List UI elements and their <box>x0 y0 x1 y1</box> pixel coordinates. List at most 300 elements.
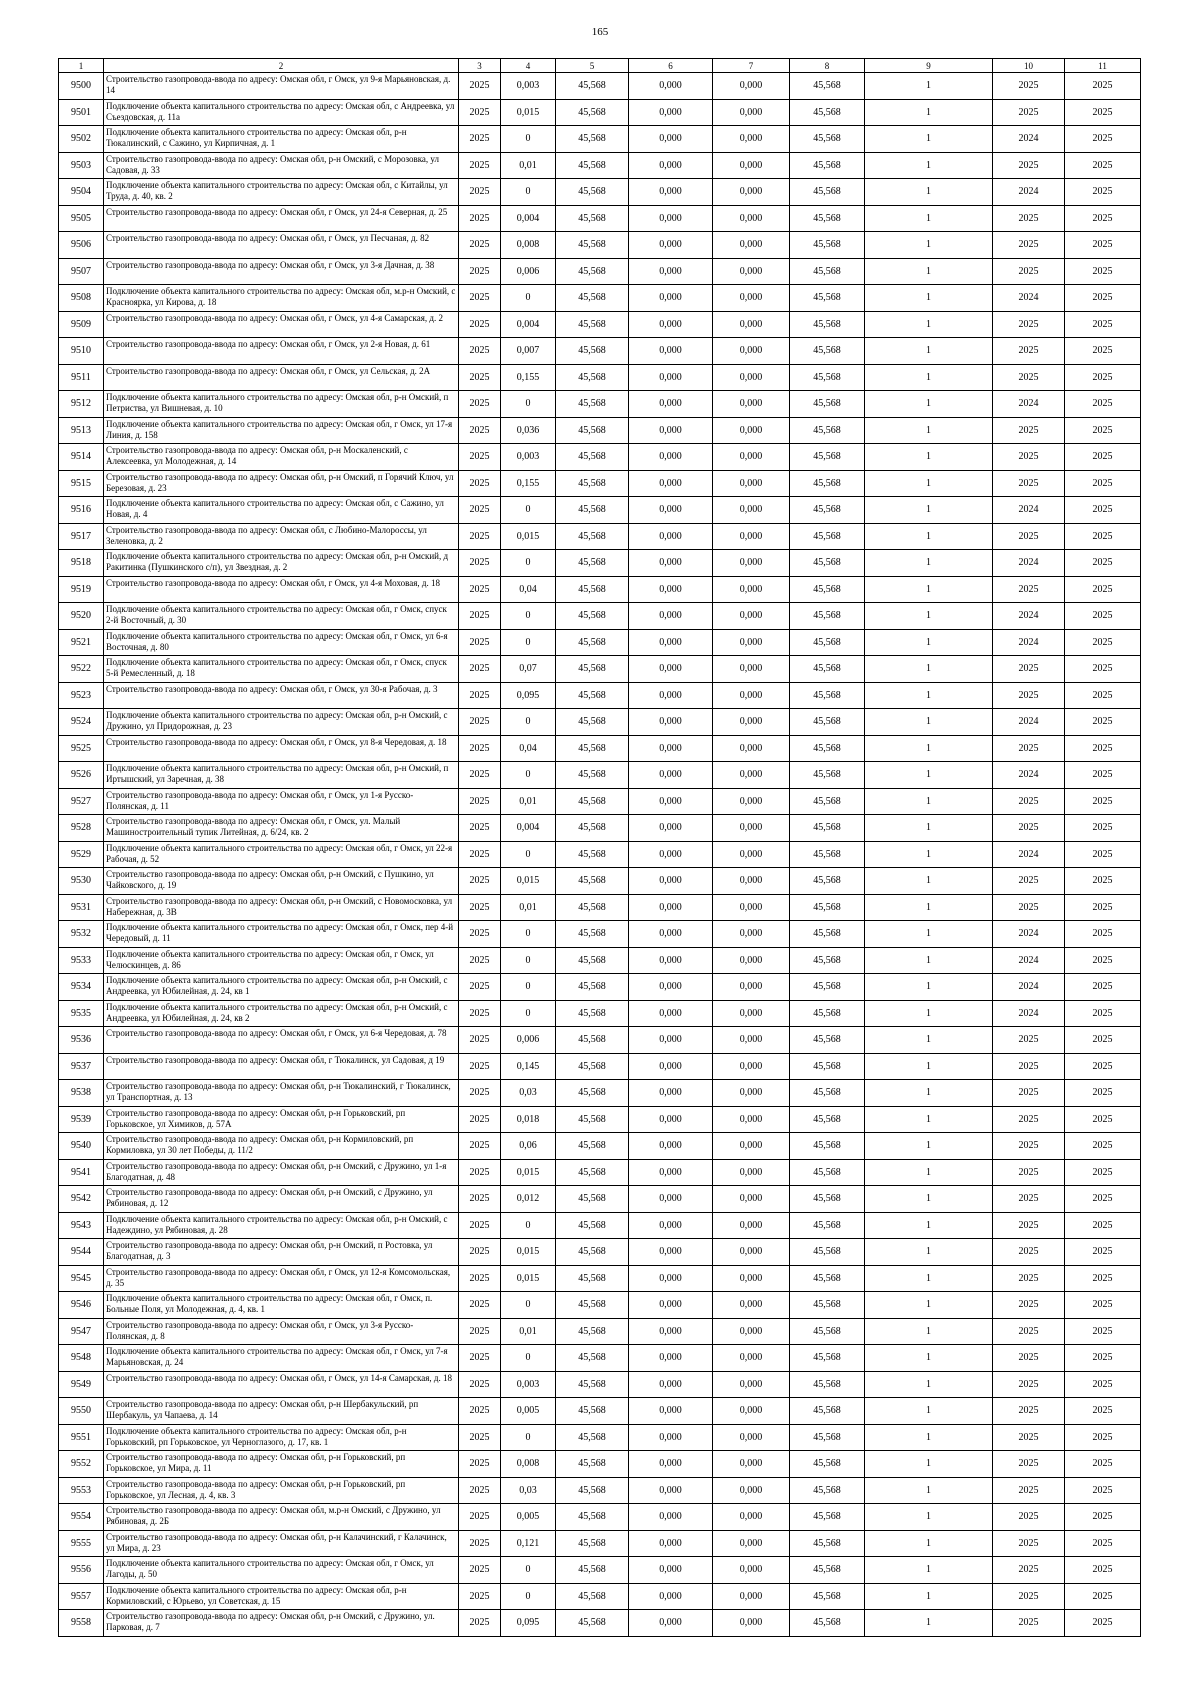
col-7-value: 0,000 <box>713 470 790 497</box>
col-10-year: 2024 <box>993 921 1065 948</box>
col-11-year: 2025 <box>1065 311 1141 338</box>
col-10-year: 2025 <box>993 868 1065 895</box>
col-9-count: 1 <box>865 788 993 815</box>
table-row <box>59 576 1141 603</box>
col-10-year: 2025 <box>993 1239 1065 1266</box>
col-7-value: 0,000 <box>713 1106 790 1133</box>
col-10-year: 2025 <box>993 576 1065 603</box>
col-6-value: 0,000 <box>629 1027 713 1054</box>
row-number: 9547 <box>59 1318 104 1345</box>
col-8-value: 45,568 <box>790 444 865 471</box>
col-11-year: 2025 <box>1065 682 1141 709</box>
col-7-value: 0,000 <box>713 1424 790 1451</box>
col-7-value: 0,000 <box>713 417 790 444</box>
col-9-count: 1 <box>865 1504 993 1531</box>
table-row <box>59 444 1141 471</box>
table-row <box>59 1053 1141 1080</box>
table-row <box>59 1080 1141 1107</box>
object-description: Подключение объекта капитального строительства по адресу: Омская обл, г Омск, спуск 2-й Восточный, д. 30 <box>104 603 459 630</box>
col-11-year: 2025 <box>1065 576 1141 603</box>
col-4-value: 0,007 <box>501 338 556 365</box>
col-11-year: 2025 <box>1065 179 1141 206</box>
row-number: 9510 <box>59 338 104 365</box>
col-8-value: 45,568 <box>790 391 865 418</box>
row-number: 9516 <box>59 497 104 524</box>
col-11-year: 2025 <box>1065 815 1141 842</box>
col-9-count: 1 <box>865 1212 993 1239</box>
table-row <box>59 179 1141 206</box>
col-5-value: 45,568 <box>556 1424 629 1451</box>
col-9-count: 1 <box>865 1080 993 1107</box>
col-9-count: 1 <box>865 338 993 365</box>
col-9-count: 1 <box>865 1106 993 1133</box>
col-11-year: 2025 <box>1065 1398 1141 1425</box>
col-6-value: 0,000 <box>629 417 713 444</box>
col-8-value: 45,568 <box>790 1186 865 1213</box>
col-8-value: 45,568 <box>790 629 865 656</box>
col-11-year: 2025 <box>1065 232 1141 259</box>
col-6-value: 0,000 <box>629 99 713 126</box>
col-5-value: 45,568 <box>556 1583 629 1610</box>
col-7-value: 0,000 <box>713 1504 790 1531</box>
object-description: Строительство газопровода-ввода по адресу: Омская обл, р-н Шербакульский, рп Шербакуль, ул Чапаева, д. 14 <box>104 1398 459 1425</box>
col-5-value: 45,568 <box>556 497 629 524</box>
col-6-value: 0,000 <box>629 656 713 683</box>
col-7-value: 0,000 <box>713 1610 790 1637</box>
row-number: 9500 <box>59 73 104 100</box>
col-9-count: 1 <box>865 894 993 921</box>
col-4-value: 0 <box>501 762 556 789</box>
col-9-count: 1 <box>865 1424 993 1451</box>
object-description: Строительство газопровода-ввода по адресу: Омская обл, р-н Горьковский, рп Горьковское, ул Лесная, д. 4, кв. 3 <box>104 1477 459 1504</box>
col-5-value: 45,568 <box>556 1557 629 1584</box>
col-9-count: 1 <box>865 311 993 338</box>
col-7-value: 0,000 <box>713 1027 790 1054</box>
column-header-2: 2 <box>104 59 459 73</box>
col-5-value: 45,568 <box>556 1530 629 1557</box>
col-5-value: 45,568 <box>556 550 629 577</box>
col-4-value: 0,01 <box>501 1318 556 1345</box>
col-8-value: 45,568 <box>790 1000 865 1027</box>
col-11-year: 2025 <box>1065 152 1141 179</box>
col-11-year: 2025 <box>1065 1159 1141 1186</box>
col-10-year: 2025 <box>993 1504 1065 1531</box>
col-6-value: 0,000 <box>629 285 713 312</box>
col-8-value: 45,568 <box>790 894 865 921</box>
row-number: 9505 <box>59 205 104 232</box>
col-7-value: 0,000 <box>713 99 790 126</box>
col-7-value: 0,000 <box>713 205 790 232</box>
col-6-value: 0,000 <box>629 523 713 550</box>
table-row <box>59 1186 1141 1213</box>
object-description: Подключение объекта капитального строительства по адресу: Омская обл, р-н Омский, с Дружино, ул Придорожная, д. 23 <box>104 709 459 736</box>
table-row <box>59 656 1141 683</box>
col-11-year: 2025 <box>1065 788 1141 815</box>
col-6-value: 0,000 <box>629 444 713 471</box>
col-6-value: 0,000 <box>629 73 713 100</box>
col-3-year: 2025 <box>459 603 501 630</box>
col-7-value: 0,000 <box>713 550 790 577</box>
col-4-value: 0,06 <box>501 1133 556 1160</box>
object-description: Строительство газопровода-ввода по адресу: Омская обл, г Омск, ул 9-я Марьяновская, д. 14 <box>104 73 459 100</box>
col-4-value: 0,012 <box>501 1186 556 1213</box>
col-10-year: 2024 <box>993 762 1065 789</box>
object-description: Строительство газопровода-ввода по адресу: Омская обл, г Омск, ул 4-я Моховая, д. 18 <box>104 576 459 603</box>
col-6-value: 0,000 <box>629 497 713 524</box>
col-6-value: 0,000 <box>629 232 713 259</box>
col-11-year: 2025 <box>1065 99 1141 126</box>
col-6-value: 0,000 <box>629 152 713 179</box>
col-4-value: 0,015 <box>501 868 556 895</box>
col-6-value: 0,000 <box>629 1292 713 1319</box>
col-11-year: 2025 <box>1065 1080 1141 1107</box>
object-description: Строительство газопровода-ввода по адресу: Омская обл, г Омск, ул 14-я Самарская, д. 18 <box>104 1371 459 1398</box>
col-11-year: 2025 <box>1065 656 1141 683</box>
column-header-7: 7 <box>713 59 790 73</box>
col-4-value: 0,036 <box>501 417 556 444</box>
col-11-year: 2025 <box>1065 1610 1141 1637</box>
col-3-year: 2025 <box>459 1265 501 1292</box>
object-description: Подключение объекта капитального строительства по адресу: Омская обл, р-н Омский, д Ракитинка (Пушкинского с/п), ул Звездная, д. 2 <box>104 550 459 577</box>
col-7-value: 0,000 <box>713 1345 790 1372</box>
col-6-value: 0,000 <box>629 1530 713 1557</box>
col-10-year: 2025 <box>993 1159 1065 1186</box>
col-4-value: 0 <box>501 974 556 1001</box>
col-10-year: 2025 <box>993 1027 1065 1054</box>
col-8-value: 45,568 <box>790 550 865 577</box>
col-8-value: 45,568 <box>790 1583 865 1610</box>
col-6-value: 0,000 <box>629 1133 713 1160</box>
table-row <box>59 391 1141 418</box>
col-9-count: 1 <box>865 1583 993 1610</box>
object-description: Подключение объекта капитального строительства по адресу: Омская обл, р-н Кормиловский, с Юрьево, ул Советская, д. 15 <box>104 1583 459 1610</box>
object-description: Строительство газопровода-ввода по адресу: Омская обл, р-н Тюкалинский, г Тюкалинск, ул Транспортная, д. 13 <box>104 1080 459 1107</box>
col-11-year: 2025 <box>1065 603 1141 630</box>
col-9-count: 1 <box>865 762 993 789</box>
col-3-year: 2025 <box>459 682 501 709</box>
col-5-value: 45,568 <box>556 1504 629 1531</box>
table-row <box>59 1504 1141 1531</box>
col-9-count: 1 <box>865 815 993 842</box>
table-row <box>59 1106 1141 1133</box>
object-description: Подключение объекта капитального строительства по адресу: Омская обл, р-н Омский, п Иртышский, ул Заречная, д. 38 <box>104 762 459 789</box>
col-9-count: 1 <box>865 682 993 709</box>
col-4-value: 0,03 <box>501 1477 556 1504</box>
col-4-value: 0 <box>501 391 556 418</box>
col-3-year: 2025 <box>459 1000 501 1027</box>
column-header-4: 4 <box>501 59 556 73</box>
table-row <box>59 709 1141 736</box>
col-3-year: 2025 <box>459 1530 501 1557</box>
col-10-year: 2025 <box>993 1106 1065 1133</box>
col-4-value: 0 <box>501 947 556 974</box>
col-10-year: 2025 <box>993 523 1065 550</box>
object-description: Строительство газопровода-ввода по адресу: Омская обл, м.р-н Омский, с Дружино, ул Рябиновая, д. 2Б <box>104 1504 459 1531</box>
col-3-year: 2025 <box>459 232 501 259</box>
col-3-year: 2025 <box>459 523 501 550</box>
col-7-value: 0,000 <box>713 947 790 974</box>
col-9-count: 1 <box>865 1557 993 1584</box>
col-3-year: 2025 <box>459 179 501 206</box>
col-11-year: 2025 <box>1065 629 1141 656</box>
col-10-year: 2024 <box>993 550 1065 577</box>
col-5-value: 45,568 <box>556 815 629 842</box>
col-11-year: 2025 <box>1065 391 1141 418</box>
col-7-value: 0,000 <box>713 1318 790 1345</box>
col-4-value: 0,01 <box>501 894 556 921</box>
col-10-year: 2024 <box>993 974 1065 1001</box>
row-number: 9544 <box>59 1239 104 1266</box>
col-7-value: 0,000 <box>713 1292 790 1319</box>
col-6-value: 0,000 <box>629 1106 713 1133</box>
col-5-value: 45,568 <box>556 311 629 338</box>
col-9-count: 1 <box>865 73 993 100</box>
col-3-year: 2025 <box>459 735 501 762</box>
col-3-year: 2025 <box>459 1610 501 1637</box>
object-description: Строительство газопровода-ввода по адресу: Омская обл, р-н Омский, п Ростовка, ул Благодатная, д. 3 <box>104 1239 459 1266</box>
table-row <box>59 894 1141 921</box>
col-10-year: 2024 <box>993 179 1065 206</box>
col-6-value: 0,000 <box>629 841 713 868</box>
col-10-year: 2025 <box>993 735 1065 762</box>
col-4-value: 0,006 <box>501 258 556 285</box>
col-8-value: 45,568 <box>790 1265 865 1292</box>
col-5-value: 45,568 <box>556 1398 629 1425</box>
col-6-value: 0,000 <box>629 1477 713 1504</box>
col-9-count: 1 <box>865 603 993 630</box>
col-4-value: 0,01 <box>501 788 556 815</box>
col-9-count: 1 <box>865 1345 993 1372</box>
col-9-count: 1 <box>865 576 993 603</box>
col-4-value: 0 <box>501 921 556 948</box>
object-description: Подключение объекта капитального строительства по адресу: Омская обл, р-н Омский, п Петриства, ул Вишневая, д. 10 <box>104 391 459 418</box>
col-7-value: 0,000 <box>713 285 790 312</box>
col-4-value: 0,07 <box>501 656 556 683</box>
col-10-year: 2025 <box>993 1610 1065 1637</box>
col-9-count: 1 <box>865 1292 993 1319</box>
col-8-value: 45,568 <box>790 1080 865 1107</box>
table-row <box>59 523 1141 550</box>
col-10-year: 2024 <box>993 1000 1065 1027</box>
col-5-value: 45,568 <box>556 576 629 603</box>
col-3-year: 2025 <box>459 1080 501 1107</box>
col-5-value: 45,568 <box>556 1186 629 1213</box>
col-10-year: 2025 <box>993 1424 1065 1451</box>
col-11-year: 2025 <box>1065 1451 1141 1478</box>
row-number: 9557 <box>59 1583 104 1610</box>
col-5-value: 45,568 <box>556 947 629 974</box>
col-9-count: 1 <box>865 974 993 1001</box>
col-9-count: 1 <box>865 205 993 232</box>
col-8-value: 45,568 <box>790 576 865 603</box>
col-10-year: 2025 <box>993 1212 1065 1239</box>
col-11-year: 2025 <box>1065 1318 1141 1345</box>
row-number: 9513 <box>59 417 104 444</box>
col-4-value: 0,01 <box>501 152 556 179</box>
col-8-value: 45,568 <box>790 99 865 126</box>
col-3-year: 2025 <box>459 1371 501 1398</box>
col-9-count: 1 <box>865 152 993 179</box>
col-4-value: 0,04 <box>501 735 556 762</box>
col-5-value: 45,568 <box>556 1159 629 1186</box>
col-10-year: 2025 <box>993 311 1065 338</box>
table-row <box>59 470 1141 497</box>
col-9-count: 1 <box>865 1186 993 1213</box>
col-10-year: 2025 <box>993 470 1065 497</box>
col-5-value: 45,568 <box>556 232 629 259</box>
col-9-count: 1 <box>865 550 993 577</box>
row-number: 9523 <box>59 682 104 709</box>
col-5-value: 45,568 <box>556 1292 629 1319</box>
col-8-value: 45,568 <box>790 311 865 338</box>
col-4-value: 0,03 <box>501 1080 556 1107</box>
col-4-value: 0,006 <box>501 1027 556 1054</box>
col-6-value: 0,000 <box>629 815 713 842</box>
col-10-year: 2025 <box>993 232 1065 259</box>
col-9-count: 1 <box>865 656 993 683</box>
col-3-year: 2025 <box>459 1106 501 1133</box>
col-6-value: 0,000 <box>629 868 713 895</box>
table-row <box>59 603 1141 630</box>
object-description: Строительство газопровода-ввода по адресу: Омская обл, г Омск, ул 24-я Северная, д. 25 <box>104 205 459 232</box>
col-9-count: 1 <box>865 947 993 974</box>
col-3-year: 2025 <box>459 656 501 683</box>
col-11-year: 2025 <box>1065 1133 1141 1160</box>
col-10-year: 2025 <box>993 1451 1065 1478</box>
col-6-value: 0,000 <box>629 762 713 789</box>
col-7-value: 0,000 <box>713 682 790 709</box>
col-11-year: 2025 <box>1065 338 1141 365</box>
col-4-value: 0 <box>501 497 556 524</box>
col-8-value: 45,568 <box>790 470 865 497</box>
col-8-value: 45,568 <box>790 603 865 630</box>
col-7-value: 0,000 <box>713 921 790 948</box>
col-3-year: 2025 <box>459 285 501 312</box>
col-11-year: 2025 <box>1065 1265 1141 1292</box>
col-7-value: 0,000 <box>713 1239 790 1266</box>
col-3-year: 2025 <box>459 470 501 497</box>
row-number: 9521 <box>59 629 104 656</box>
col-8-value: 45,568 <box>790 709 865 736</box>
col-7-value: 0,000 <box>713 1212 790 1239</box>
row-number: 9543 <box>59 1212 104 1239</box>
object-description: Строительство газопровода-ввода по адресу: Омская обл, г Омск, ул 1-я Русско-Полянская, д. 11 <box>104 788 459 815</box>
col-4-value: 0 <box>501 1212 556 1239</box>
col-9-count: 1 <box>865 1159 993 1186</box>
col-9-count: 1 <box>865 709 993 736</box>
row-number: 9525 <box>59 735 104 762</box>
col-10-year: 2024 <box>993 126 1065 153</box>
col-11-year: 2025 <box>1065 497 1141 524</box>
object-description: Строительство газопровода-ввода по адресу: Омская обл, р-н Омский, с Новомосковка, ул Набережная, д. 3В <box>104 894 459 921</box>
col-4-value: 0 <box>501 1557 556 1584</box>
table-body <box>59 73 1141 1637</box>
col-4-value: 0,095 <box>501 1610 556 1637</box>
col-7-value: 0,000 <box>713 868 790 895</box>
col-7-value: 0,000 <box>713 1451 790 1478</box>
col-3-year: 2025 <box>459 391 501 418</box>
col-6-value: 0,000 <box>629 1610 713 1637</box>
object-description: Подключение объекта капитального строительства по адресу: Омская обл, с Андреевка, ул Съездовская, д. 11а <box>104 99 459 126</box>
col-8-value: 45,568 <box>790 974 865 1001</box>
col-10-year: 2025 <box>993 1583 1065 1610</box>
col-8-value: 45,568 <box>790 1133 865 1160</box>
col-6-value: 0,000 <box>629 1239 713 1266</box>
table-row <box>59 974 1141 1001</box>
col-9-count: 1 <box>865 258 993 285</box>
col-4-value: 0,003 <box>501 1371 556 1398</box>
col-8-value: 45,568 <box>790 1239 865 1266</box>
row-number: 9554 <box>59 1504 104 1531</box>
row-number: 9546 <box>59 1292 104 1319</box>
col-6-value: 0,000 <box>629 470 713 497</box>
row-number: 9545 <box>59 1265 104 1292</box>
table-row <box>59 1557 1141 1584</box>
object-description: Строительство газопровода-ввода по адресу: Омская обл, р-н Москаленский, с Алексеевка, ул Молодежная, д. 14 <box>104 444 459 471</box>
col-5-value: 45,568 <box>556 1371 629 1398</box>
col-7-value: 0,000 <box>713 576 790 603</box>
col-6-value: 0,000 <box>629 682 713 709</box>
col-3-year: 2025 <box>459 1504 501 1531</box>
col-9-count: 1 <box>865 1371 993 1398</box>
col-4-value: 0,008 <box>501 1451 556 1478</box>
col-4-value: 0,04 <box>501 576 556 603</box>
object-description: Строительство газопровода-ввода по адресу: Омская обл, г Омск, ул 30-я Рабочая, д. 3 <box>104 682 459 709</box>
table-row <box>59 417 1141 444</box>
col-11-year: 2025 <box>1065 894 1141 921</box>
col-9-count: 1 <box>865 232 993 259</box>
col-5-value: 45,568 <box>556 1345 629 1372</box>
table-row <box>59 258 1141 285</box>
row-number: 9541 <box>59 1159 104 1186</box>
object-description: Подключение объекта капитального строительства по адресу: Омская обл, р-н Омский, с Андреевка, ул Юбилейная, д. 24, кв 2 <box>104 1000 459 1027</box>
table-row <box>59 338 1141 365</box>
col-3-year: 2025 <box>459 126 501 153</box>
col-9-count: 1 <box>865 99 993 126</box>
table-row <box>59 1583 1141 1610</box>
col-8-value: 45,568 <box>790 1106 865 1133</box>
col-3-year: 2025 <box>459 947 501 974</box>
col-10-year: 2025 <box>993 1292 1065 1319</box>
table-row <box>59 1424 1141 1451</box>
col-7-value: 0,000 <box>713 1000 790 1027</box>
col-5-value: 45,568 <box>556 73 629 100</box>
table-row <box>59 364 1141 391</box>
col-8-value: 45,568 <box>790 1424 865 1451</box>
col-6-value: 0,000 <box>629 1345 713 1372</box>
col-11-year: 2025 <box>1065 1106 1141 1133</box>
row-number: 9515 <box>59 470 104 497</box>
col-3-year: 2025 <box>459 550 501 577</box>
col-5-value: 45,568 <box>556 285 629 312</box>
col-8-value: 45,568 <box>790 1610 865 1637</box>
object-description: Строительство газопровода-ввода по адресу: Омская обл, р-н Калачинский, г Калачинск, ул Мира, д. 23 <box>104 1530 459 1557</box>
col-4-value: 0,155 <box>501 364 556 391</box>
object-description: Строительство газопровода-ввода по адресу: Омская обл, г Омск, ул 8-я Чередовая, д. 18 <box>104 735 459 762</box>
col-5-value: 45,568 <box>556 1239 629 1266</box>
col-8-value: 45,568 <box>790 179 865 206</box>
object-description: Строительство газопровода-ввода по адресу: Омская обл, г Омск, ул 4-я Самарская, д. 2 <box>104 311 459 338</box>
object-description: Подключение объекта капитального строительства по адресу: Омская обл, г Омск, ул 17-я Линия, д. 158 <box>104 417 459 444</box>
col-6-value: 0,000 <box>629 1318 713 1345</box>
col-7-value: 0,000 <box>713 444 790 471</box>
col-9-count: 1 <box>865 285 993 312</box>
row-number: 9529 <box>59 841 104 868</box>
object-description: Подключение объекта капитального строительства по адресу: Омская обл, с Сажино, ул Новая, д. 4 <box>104 497 459 524</box>
col-5-value: 45,568 <box>556 629 629 656</box>
col-3-year: 2025 <box>459 1318 501 1345</box>
col-10-year: 2025 <box>993 152 1065 179</box>
